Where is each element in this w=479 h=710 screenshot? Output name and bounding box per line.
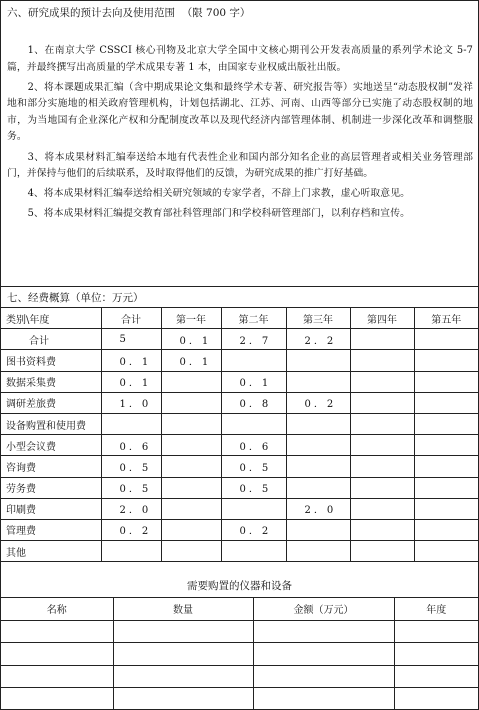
equipment-empty-cell <box>113 643 253 666</box>
equipment-empty-cell <box>1 620 113 643</box>
budget-value-cell: 2．0 <box>101 498 161 519</box>
budget-table <box>1 307 478 562</box>
budget-category-cell: 劳务费 <box>1 477 101 498</box>
budget-value-cell: 1．0 <box>101 392 161 413</box>
budget-value-cell <box>350 435 414 456</box>
section6-title: 六、研究成果的预计去向及使用范围 <box>7 7 175 19</box>
equipment-column-header: 数量 <box>113 598 253 621</box>
budget-category-cell: 小型会议费 <box>1 435 101 456</box>
budget-row <box>1 329 478 350</box>
budget-value-cell <box>350 498 414 519</box>
equipment-column-header: 名称 <box>1 598 113 621</box>
budget-category-cell: 合计 <box>1 329 101 350</box>
equipment-empty-cell <box>253 688 394 710</box>
budget-value-cell <box>350 350 414 371</box>
budget-value-cell: 0．6 <box>101 435 161 456</box>
budget-row <box>1 392 478 413</box>
budget-value-cell: 0．2 <box>286 392 350 413</box>
budget-value-cell <box>161 477 221 498</box>
equipment-column-header: 金额（万元） <box>253 598 394 621</box>
budget-value-cell <box>414 371 478 392</box>
budget-value-cell: 0．5 <box>221 456 286 477</box>
budget-value-cell <box>286 413 350 434</box>
budget-value-cell <box>161 456 221 477</box>
budget-row <box>1 413 478 434</box>
budget-value-cell: 2．7 <box>221 329 286 350</box>
budget-category-cell: 管理费 <box>1 519 101 540</box>
budget-value-cell: 0．1 <box>101 350 161 371</box>
budget-row <box>1 498 478 519</box>
equipment-column-header: 年度 <box>394 598 478 621</box>
budget-value-cell <box>350 541 414 562</box>
budget-value-cell <box>161 392 221 413</box>
budget-value-cell <box>101 413 161 434</box>
budget-header-row <box>1 308 478 329</box>
budget-value-cell <box>286 477 350 498</box>
equipment-empty-cell <box>1 643 113 666</box>
budget-value-cell <box>350 519 414 540</box>
outcome-paragraph: 5、将本成果材料汇编提交教育部社科管理部门和学校科研管理部门，以利存档和宣传。 <box>27 208 410 220</box>
budget-value-cell <box>286 371 350 392</box>
budget-category-cell: 印刷费 <box>1 498 101 519</box>
budget-value-cell: 0．1 <box>161 329 221 350</box>
budget-value-cell: 0．5 <box>101 456 161 477</box>
equipment-empty-cell <box>253 643 394 666</box>
budget-section-title: 七、经费概算（单位：万元） <box>7 292 144 304</box>
equipment-empty-cell <box>113 665 253 688</box>
budget-value-cell <box>161 498 221 519</box>
budget-value-cell <box>161 541 221 562</box>
budget-category-cell: 设备购置和使用费 <box>1 413 101 434</box>
budget-column-header: 合计 <box>101 308 161 329</box>
budget-value-cell <box>101 541 161 562</box>
budget-value-cell <box>161 435 221 456</box>
budget-value-cell <box>286 456 350 477</box>
budget-value-cell <box>414 413 478 434</box>
outcome-paragraphs <box>7 43 473 226</box>
budget-value-cell: 0．5 <box>101 477 161 498</box>
budget-column-header: 类别\年度 <box>1 308 101 329</box>
budget-value-cell <box>350 392 414 413</box>
budget-value-cell: 2．0 <box>286 498 350 519</box>
equipment-header-row <box>1 598 478 621</box>
budget-value-cell: 0．1 <box>221 371 286 392</box>
budget-value-cell <box>350 329 414 350</box>
budget-value-cell: 0．1 <box>101 371 161 392</box>
budget-value-cell: 0．8 <box>221 392 286 413</box>
budget-category-cell: 调研差旅费 <box>1 392 101 413</box>
outcome-paragraph: 4、将本成果材料汇编奉送给相关研究领域的专家学者，不辞上门求教，虚心听取意见。 <box>27 188 410 200</box>
budget-value-cell: 0．6 <box>221 435 286 456</box>
budget-value-cell <box>350 456 414 477</box>
equipment-section-title: 需要购置的仪器和设备 <box>187 580 292 592</box>
budget-value-cell: 5 <box>101 329 161 350</box>
budget-value-cell <box>221 413 286 434</box>
equipment-row <box>1 665 478 688</box>
budget-row <box>1 456 478 477</box>
equipment-empty-cell <box>394 620 478 643</box>
budget-value-cell: 0．2 <box>221 519 286 540</box>
budget-value-cell <box>286 541 350 562</box>
equipment-empty-cell <box>113 688 253 710</box>
budget-value-cell <box>350 477 414 498</box>
budget-value-cell <box>161 371 221 392</box>
budget-column-header: 第四年 <box>350 308 414 329</box>
budget-value-cell <box>161 413 221 434</box>
budget-row <box>1 541 478 562</box>
budget-column-header: 第一年 <box>161 308 221 329</box>
budget-category-cell: 数据采集费 <box>1 371 101 392</box>
budget-value-cell <box>414 456 478 477</box>
equipment-empty-cell <box>1 688 113 710</box>
budget-value-cell <box>414 519 478 540</box>
budget-row <box>1 477 478 498</box>
budget-value-cell <box>286 519 350 540</box>
outcome-paragraph: 3、将本成果材料汇编奉送给本地有代表性企业和国内部分知名企业的高层管理者或相关业务管理部门，并保持与他们的后续联系，及时取得他们的反馈，为研究成果的推广打好基础。 <box>7 151 473 180</box>
research-outcome-section <box>1 1 478 287</box>
equipment-table <box>1 597 478 710</box>
equipment-empty-cell <box>1 665 113 688</box>
budget-column-header: 第二年 <box>221 308 286 329</box>
section6-word-limit: （限 700 字） <box>181 7 251 19</box>
budget-value-cell <box>414 329 478 350</box>
equipment-empty-cell <box>113 620 253 643</box>
budget-value-cell: 0．5 <box>221 477 286 498</box>
budget-value-cell <box>221 498 286 519</box>
budget-value-cell: 2．2 <box>286 329 350 350</box>
equipment-row <box>1 688 478 710</box>
budget-category-cell: 其他 <box>1 541 101 562</box>
budget-row <box>1 371 478 392</box>
budget-value-cell <box>286 435 350 456</box>
equipment-empty-cell <box>394 643 478 666</box>
budget-category-cell: 咨询费 <box>1 456 101 477</box>
budget-value-cell <box>221 541 286 562</box>
section6-heading <box>7 5 250 20</box>
budget-row <box>1 350 478 371</box>
budget-value-cell <box>414 541 478 562</box>
budget-value-cell <box>221 350 286 371</box>
budget-value-cell <box>350 413 414 434</box>
equipment-row <box>1 620 478 643</box>
budget-value-cell: 0．1 <box>161 350 221 371</box>
budget-column-header: 第三年 <box>286 308 350 329</box>
budget-value-cell <box>414 392 478 413</box>
equipment-empty-cell <box>253 665 394 688</box>
budget-value-cell <box>350 371 414 392</box>
equipment-empty-cell <box>394 665 478 688</box>
budget-value-cell <box>414 477 478 498</box>
budget-row <box>1 435 478 456</box>
budget-row <box>1 519 478 540</box>
budget-value-cell <box>161 519 221 540</box>
equipment-empty-cell <box>394 688 478 710</box>
budget-value-cell <box>414 435 478 456</box>
budget-value-cell: 0．2 <box>101 519 161 540</box>
equipment-row <box>1 643 478 666</box>
budget-value-cell <box>414 498 478 519</box>
budget-category-cell: 图书资料费 <box>1 350 101 371</box>
outcome-paragraph: 1、在南京大学 CSSCI 核心刊物及北京大学全国中文核心期刊公开发表高质量的系列学术论文 5-7 篇，并最终撰写出高质量的学术成果专著 1 本，由国家专业权威出版社出版。 <box>7 45 473 73</box>
budget-value-cell <box>286 350 350 371</box>
budget-value-cell <box>414 350 478 371</box>
outcome-paragraph: 2、将本课题成果汇编（含中期成果论文集和最终学术专著、研究报告等）实地送呈“动态股权制”发祥地和部分实施地的相关政府管理机构，计划包括湖北、江苏、河南、山西等部分已实施了动态股权制的地市，为当地国有企业深化产权和分配制度改革以及现代经济内部管理体制、机制进一步深化改革和调整服务。 <box>7 81 473 143</box>
equipment-empty-cell <box>253 620 394 643</box>
budget-column-header: 第五年 <box>414 308 478 329</box>
